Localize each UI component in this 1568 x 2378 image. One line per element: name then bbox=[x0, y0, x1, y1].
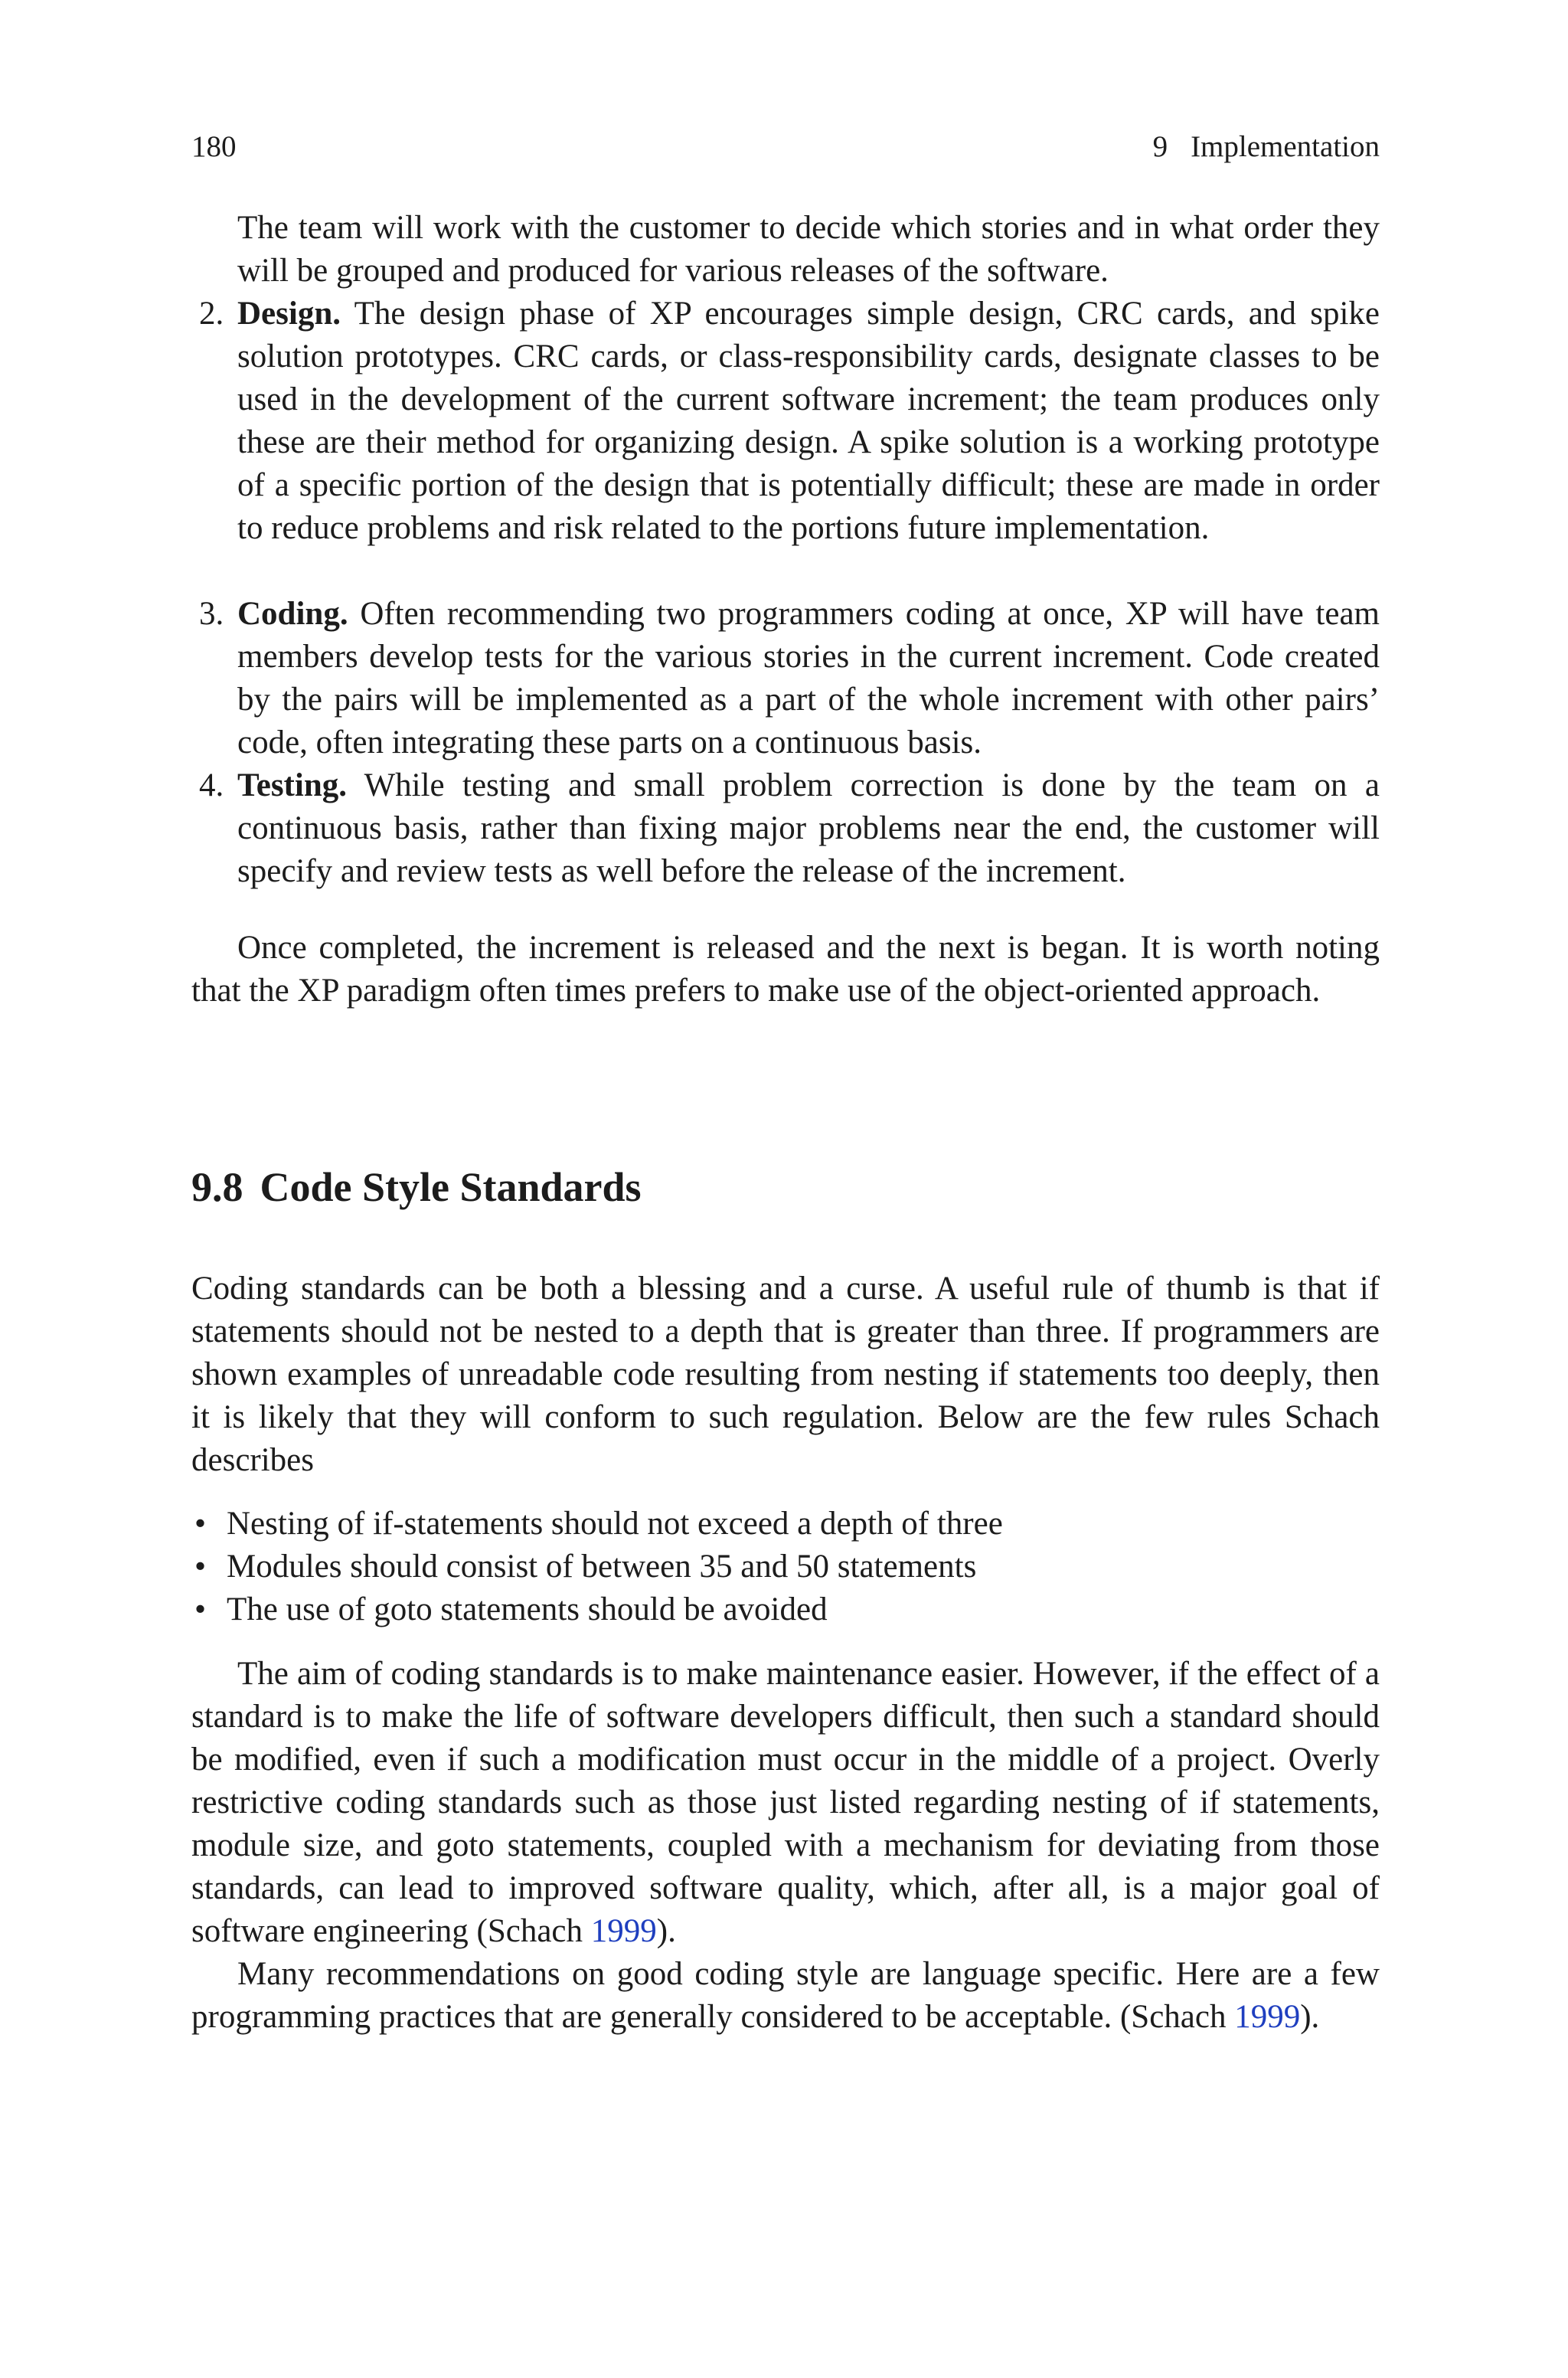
chapter-header bbox=[1153, 126, 1380, 168]
section-title: Code Style Standards bbox=[260, 1164, 642, 1210]
phase-number: 2. bbox=[199, 296, 224, 332]
phase-text bbox=[237, 293, 1380, 550]
phase-body: Often recommending two programmers coding at once, XP will have team members develop tests for the various stories in the current increment. Code created by the pairs will be implemented as a part of the whole increment with other pairs’ code, often integrating these parts on a continuous basis. bbox=[237, 596, 1380, 761]
citation-link[interactable]: 1999 bbox=[590, 1913, 657, 1949]
book-page: 180 9 Implementation The team will work with the customer to decide which stories and in what order they will be grouped and produced for various releases of the software. 2. Design. The design phase of XP encourages simple design, CRC cards, and spike solution prototypes. CRC cards, or class-responsibility cards, designate classes to be used in the development of the current software increment; the team produces only these are their method for organizing design. A spike solution is a working prototype of a specific portion of the design that is potentially difficult; these are made in order to reduce problems and risk related to the portions future implementation. 3. Coding. Often recommending two programmers coding at once, XP will have team members develop tests for the various stories in the current increment. Code created by the pairs will be implemented as a part of the whole increment with other pairs’ code, often integrating these parts on a continuous basis. 4. Testing. While testing and small problem correction is done by the team on a continuous basis, rather than fixing major problems near the end, the customer will specify and review tests as well before the release of the increment. Once completed, the increment is released and the next is began. It is worth noting that the XP paradigm often times prefers to make use of the object-oriented approach. 9.8 Code Style Standards Coding standards can be both a blessing and a curse. A useful rule of thumb is that if statements should not be nested to a depth that is greater than three. If programmers are shown examples of unreadable code resulting from nesting if statements too deeply, then it is likely that they will conform to such regulation. Below are the few rules Schach describes • Nesting of if-statements should not exceed a depth of three • Modules should consist of between 35 and 50 statements • The use of goto statements should be avoided The aim of coding standards is to make maintenance easier. However, if the effect of a standard is to make the life of software developers difficult, then such a standard should be modified, even if such a modification must occur in the middle of a project. Overly restrictive coding standards such as those just listed regarding nesting of if statements, module size, and goto statements, coupled with a mechanism for deviating from those standards, can lead to improved software quality, which, after all, is a major goal of software engineering (Schach 1999). Many recommendations on good coding style are language specific. Here are a few programming practices that are generally considered to be acceptable. (Schach 1999). bbox=[0, 0, 1568, 2378]
phase-title: Design. bbox=[237, 296, 341, 332]
phase-body: The design phase of XP encourages simple design, CRC cards, and spike solution prototypes. CRC cards, or class-responsibility cards, designate classes to be used in the development of the current software increment; the team produces only these are their method for organizing design. A spike solution is a working prototype of a specific portion of the design that is potentially difficult; these are made in order to reduce problems and risk related to the portions future implementation. bbox=[237, 296, 1380, 546]
phase-title: Testing. bbox=[237, 767, 347, 803]
bullet-icon: • bbox=[194, 1591, 207, 1627]
recommendations-paragraph: Many recommendations on good coding style are language specific. Here are a few programming practices that are generally considered to be acceptable. (Schach 1999). bbox=[191, 1956, 1380, 2035]
section-number: 9.8 bbox=[191, 1164, 243, 1210]
bullet-icon: • bbox=[194, 1549, 207, 1585]
bullet-icon: • bbox=[194, 1506, 207, 1542]
chapter-number: 9 bbox=[1152, 130, 1168, 163]
page-number: 180 bbox=[191, 130, 237, 163]
phase-text bbox=[237, 593, 1380, 764]
phase-number: 4. bbox=[199, 767, 224, 803]
intro-paragraph: Coding standards can be both a blessing and a curse. A useful rule of thumb is that if statements should not be nested to a depth that is greater than three. If programmers are shown examples of unreadable code resulting from nesting if statements too deeply, then it is likely that they will conform to such regulation. Below are the few rules Schach describes bbox=[191, 1271, 1380, 1478]
citation-link[interactable]: 1999 bbox=[1234, 1999, 1301, 2035]
phase-title: Coding. bbox=[237, 596, 348, 632]
phase-number: 3. bbox=[199, 596, 224, 632]
phase-body: While testing and small problem correction is done by the team on a continuous basis, rather than fixing major problems near the end, the customer will specify and review tests as well before the release of the increment. bbox=[237, 767, 1380, 889]
aim-paragraph: The aim of coding standards is to make maintenance easier. However, if the effect of a standard is to make the life of software developers difficult, then such a standard should be modified, even if such a modification must occur in the middle of a project. Overly restrictive coding standards such as those just listed regarding nesting of if statements, module size, and goto statements, coupled with a mechanism for deviating from those standards, can lead to improved software quality, which, after all, is a major goal of software engineering (Schach 1999). bbox=[191, 1656, 1380, 1949]
running-header bbox=[191, 126, 1380, 168]
chapter-title: Implementation bbox=[1191, 130, 1380, 163]
list-continuation-paragraph: The team will work with the customer to decide which stories and in what order they will be grouped and produced for various releases of the software. bbox=[237, 210, 1380, 289]
closing-paragraph: Once completed, the increment is released and the next is began. It is worth noting that the XP paradigm often times prefers to make use of the object-oriented approach. bbox=[191, 930, 1380, 1009]
section-heading bbox=[191, 1160, 642, 1214]
phase-text bbox=[237, 764, 1380, 893]
